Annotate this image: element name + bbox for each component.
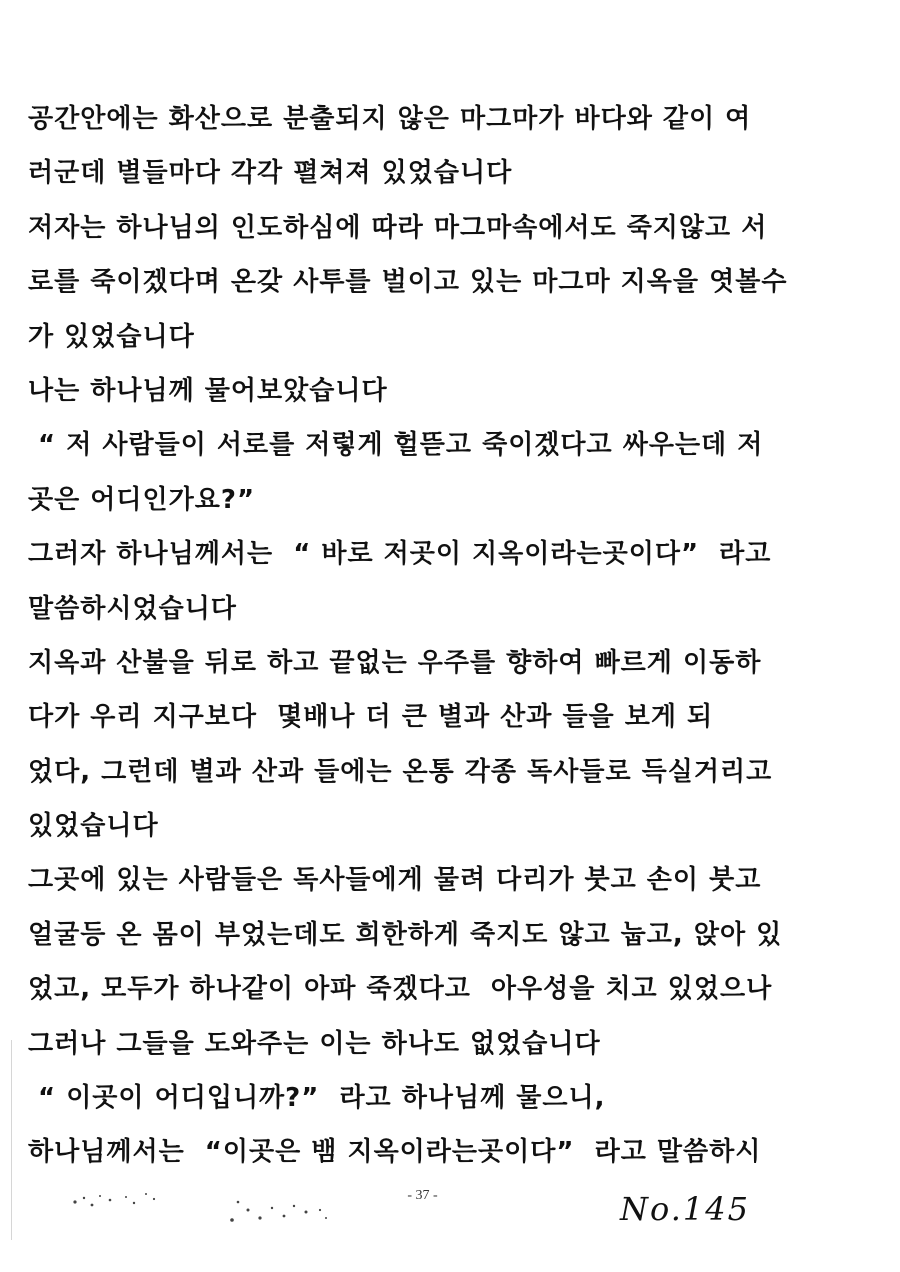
text-line-4: 로를 죽이겠다며 온갖 사투를 벌이고 있는 마그마 지옥을 엿볼수 [28,267,788,298]
text-line-19: “ 이곳이 어디입니까?” 라고 하나님께 물으니, [28,1083,606,1114]
text-line-7: “ 저 사람들이 서로를 저렇게 헐뜯고 죽이겠다고 싸우는데 저 [28,430,764,461]
text-line-13: 었다, 그런데 별과 산과 들에는 온통 각종 독사들로 득실거리고 [28,756,773,787]
text-line-2: 러군데 별들마다 각각 펼쳐져 있었습니다 [28,158,513,189]
text-line-3: 저자는 하나님의 인도하심에 따라 마그마속에서도 죽지않고 서 [28,212,768,243]
text-line-1: 공간안에는 화산으로 분출되지 않은 마그마가 바다와 같이 여 [28,104,752,134]
text-line-12: 다가 우리 지구보다 몇배나 더 큰 별과 산과 들을 보게 되 [28,702,714,733]
page-number: - 37 - [407,1188,438,1203]
text-line-9: 그러자 하나님께서는 “ 바로 저곳이 지옥이라는곳이다” 라고 [28,539,772,570]
handwritten-text-block [28,92,818,1180]
document-number-handwritten: No.145 [620,1190,750,1228]
text-line-20: 하나님께서는 “이곳은 뱀 지옥이라는곳이다” 라고 말씀하시 [28,1137,762,1168]
text-line-15: 그곳에 있는 사람들은 독사들에게 물려 다리가 붓고 손이 붓고 [28,865,762,896]
text-line-5: 가 있었습니다 [28,321,195,352]
text-line-16: 얼굴등 온 몸이 부었는데도 희한하게 죽지도 않고 눕고, 앉아 있 [28,919,783,950]
text-line-17: 었고, 모두가 하나같이 아파 죽겠다고 아우성을 치고 있었으나 [28,974,773,1005]
scan-margin-line [11,1040,12,1240]
text-line-14: 있었습니다 [28,811,159,842]
text-line-11: 지옥과 산불을 뒤로 하고 끝없는 우주를 향하여 빠르게 이동하 [28,647,762,678]
text-line-18: 그러나 그들을 도와주는 이는 하나도 없었습니다 [28,1028,601,1059]
text-line-8: 곳은 어디인가요?” [28,484,256,515]
text-line-10: 말씀하시었습니다 [28,593,237,624]
text-line-6: 나는 하나님께 물어보았습니다 [28,375,388,406]
